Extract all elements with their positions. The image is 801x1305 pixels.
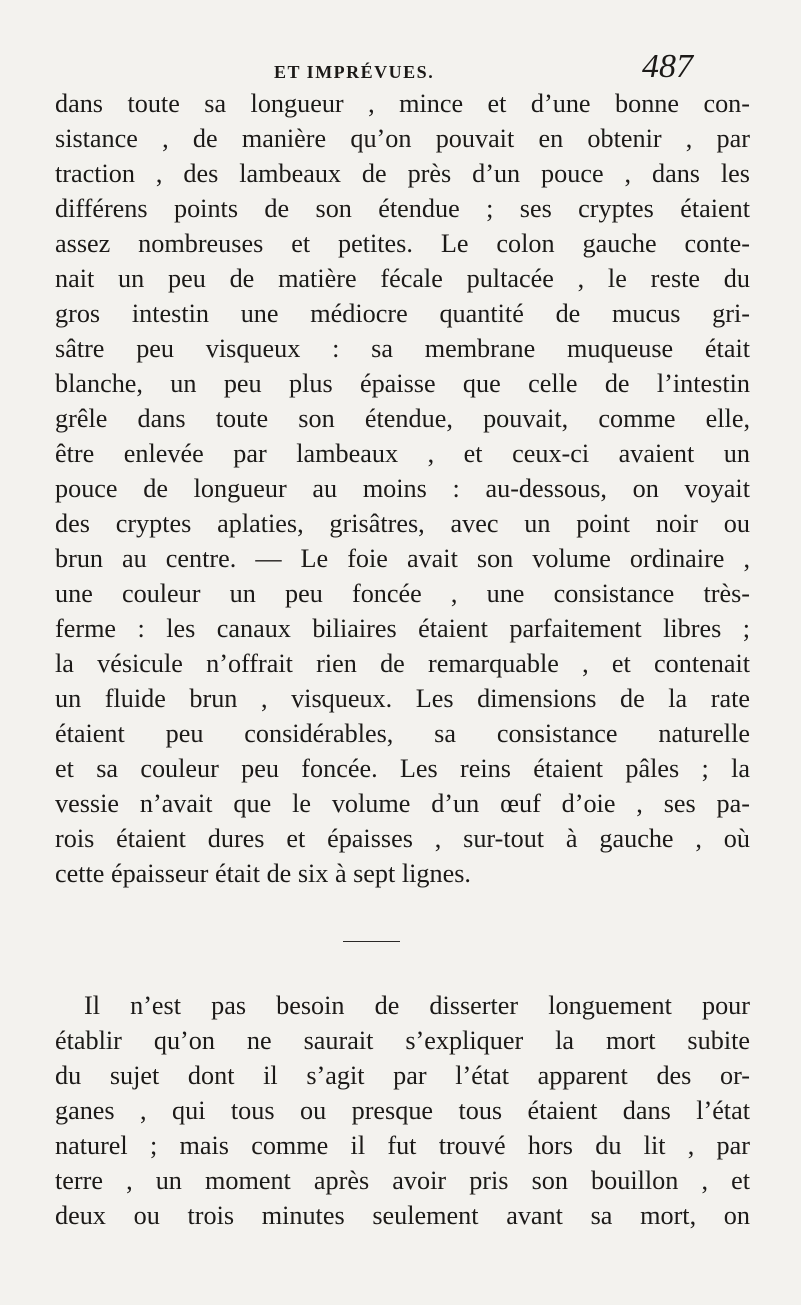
text-line: naturel ; mais comme il fut trouvé hors du lit , par — [55, 1131, 750, 1160]
text-line: ganes , qui tous ou presque tous étaient dans l’état — [55, 1096, 750, 1125]
page-number: 487 — [642, 48, 693, 85]
text-line: rois étaient dures et épaisses , sur-tout à gauche , où — [55, 824, 750, 853]
text-line: deux ou trois minutes seulement avant sa mort, on — [55, 1201, 750, 1230]
text-line: blanche, un peu plus épaisse que celle de l’intestin — [55, 369, 750, 398]
text-line: dans toute sa longueur , mince et d’une bonne con- — [55, 89, 750, 118]
text-line: et sa couleur peu foncée. Les reins étaient pâles ; la — [55, 754, 750, 783]
text-line: la vésicule n’offrait rien de remarquable , et contenait — [55, 649, 750, 678]
paragraph-autopsy-findings — [55, 86, 750, 891]
text-line: pouce de longueur au moins : au-dessous, on voyait — [55, 474, 750, 503]
text-line: vessie n’avait que le volume d’un œuf d’oie , ses pa- — [55, 789, 750, 818]
text-line: du sujet dont il s’agit par l’état apparent des or- — [55, 1061, 750, 1090]
text-line: gros intestin une médiocre quantité de mucus gri- — [55, 299, 750, 328]
text-line: sâtre peu visqueux : sa membrane muqueuse était — [55, 334, 750, 363]
text-line: traction , des lambeaux de près d’un pouce , dans les — [55, 159, 750, 188]
text-line: une couleur un peu foncée , une consistance très- — [55, 579, 750, 608]
text-line: assez nombreuses et petites. Le colon gauche conte- — [55, 229, 750, 258]
text-line: un fluide brun , visqueux. Les dimensions de la rate — [55, 684, 750, 713]
text-line: terre , un moment après avoir pris son bouillon , et — [55, 1166, 750, 1195]
running-head-title: ET IMPRÉVUES. — [274, 62, 435, 82]
text-line: brun au centre. — Le foie avait son volume ordinaire , — [55, 544, 750, 573]
text-line: Il n’est pas besoin de disserter longuement pour — [84, 991, 750, 1020]
text-line: être enlevée par lambeaux , et ceux-ci avaient un — [55, 439, 750, 468]
text-line: cette épaisseur était de six à sept lignes. — [55, 859, 471, 888]
text-line: sistance , de manière qu’on pouvait en obtenir , par — [55, 124, 750, 153]
text-line: ferme : les canaux biliaires étaient parfaitement libres ; — [55, 614, 750, 643]
text-line: différens points de son étendue ; ses cryptes étaient — [55, 194, 750, 223]
text-line: établir qu’on ne saurait s’expliquer la mort subite — [55, 1026, 750, 1055]
paragraph-discussion — [55, 988, 750, 1233]
text-line: étaient peu considérables, sa consistance naturelle — [55, 719, 750, 748]
text-line: des cryptes aplaties, grisâtres, avec un point noir ou — [55, 509, 750, 538]
text-line: nait un peu de matière fécale pultacée , le reste du — [55, 264, 750, 293]
section-divider — [343, 941, 400, 942]
text-line: grêle dans toute son étendue, pouvait, comme elle, — [55, 404, 750, 433]
